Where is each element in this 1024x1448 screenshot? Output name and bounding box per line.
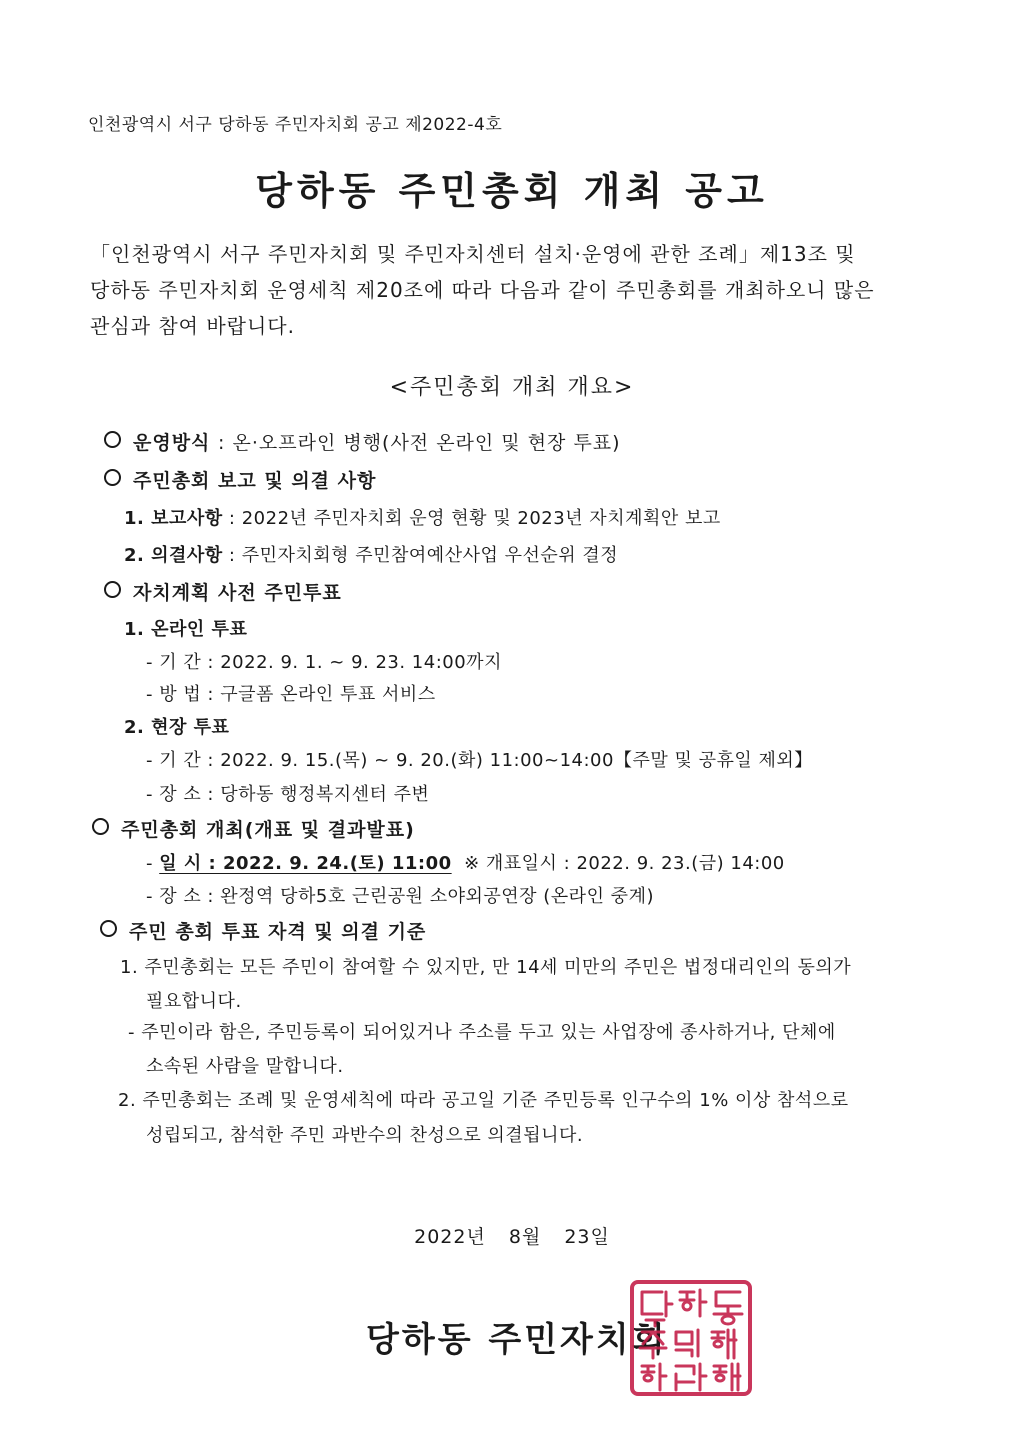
onsite-vote-heading: 2. 현장 투표 [124, 717, 230, 738]
prevote-bullet [104, 578, 342, 605]
criteria-line: 성립되고, 참석한 주민 과반수의 찬성으로 의결됩니다. [146, 1125, 584, 1146]
criteria-line: 2. 주민총회는 조례 및 운영세칙에 따라 공고일 기준 주민등록 인구수의 1% 이상 참석으로 [118, 1090, 849, 1111]
onsite-vote-period: - 기 간 : 2022. 9. 15.(목) ~ 9. 20.(화) 11:00~14:00【주말 및 공휴일 제외】 [146, 750, 813, 771]
report-heading: 주민총회 보고 및 의결 사항 [133, 470, 377, 492]
assembly-heading: 주민총회 개최(개표 및 결과발표) [121, 819, 415, 841]
onsite-vote-place: - 장 소 : 당하동 행정복지센터 주변 [146, 784, 430, 805]
assembly-date-line [146, 849, 785, 875]
circle-bullet-icon [92, 818, 109, 835]
circle-bullet-icon [100, 920, 117, 937]
criteria-line: 소속된 사람을 말합니다. [146, 1056, 344, 1077]
report-item-label: 1. 보고사항 [124, 508, 223, 529]
operation-label: 운영방식 [133, 432, 211, 454]
assembly-bullet [92, 815, 415, 842]
criteria-line: 1. 주민총회는 모든 주민이 참여할 수 있지만, 만 14세 미만의 주민은 법정대리인의 동의가 [120, 957, 852, 978]
report-bullet [104, 466, 376, 493]
issuer-name: 당하동 주민자치회 [366, 1320, 668, 1360]
overview-heading: <주민총회 개최 개요> [389, 375, 635, 400]
document-title: 당하동 주민총회 개최 공고 [255, 169, 769, 213]
intro-line: 당하동 주민자치회 운영세칙 제20조에 따라 다음과 같이 주민총회를 개최하오니 많은 [90, 278, 875, 302]
report-item-value: : 2022년 주민자치회 운영 현황 및 2023년 자치계획안 보고 [228, 508, 721, 529]
report-item-label: 2. 의결사항 [124, 545, 223, 566]
report-item-value: : 주민자치회형 주민참여예산사업 우선순위 결정 [228, 545, 619, 566]
criteria-heading: 주민 총회 투표 자격 및 의결 기준 [129, 921, 427, 943]
assembly-date: 일 시 : 2022. 9. 24.(토) 11:00 [159, 853, 452, 874]
issue-date: 2022년 8월 23일 [414, 1226, 610, 1248]
operation-bullet [104, 428, 621, 455]
criteria-line: - 주민이라 함은, 주민등록이 되어있거나 주소를 두고 있는 사업장에 종사하거나, 단체에 [128, 1022, 836, 1043]
assembly-place: - 장 소 : 완정역 당하5호 근린공원 소야외공연장 (온라인 중계) [146, 886, 654, 907]
circle-bullet-icon [104, 581, 121, 598]
count-date-note: ※ 개표일시 : 2022. 9. 23.(금) 14:00 [464, 853, 785, 874]
report-item-2 [124, 541, 618, 567]
official-seal-stamp [628, 1278, 754, 1398]
circle-bullet-icon [104, 431, 121, 448]
operation-value: : 온·오프라인 병행(사전 온라인 및 현장 투표) [218, 432, 621, 454]
prevote-heading: 자치계획 사전 주민투표 [133, 582, 342, 604]
document-number: 인천광역시 서구 당하동 주민자치회 공고 제2022-4호 [88, 115, 503, 135]
intro-line: 관심과 참여 바랍니다. [90, 314, 295, 338]
online-vote-heading: 1. 온라인 투표 [124, 619, 248, 640]
online-vote-method: - 방 법 : 구글폼 온라인 투표 서비스 [146, 684, 436, 705]
intro-line: 「인천광역시 서구 주민자치회 및 주민자치센터 설치·운영에 관한 조례」제13조 및 [90, 242, 856, 266]
assembly-date-prefix: - [146, 853, 160, 874]
online-vote-period: - 기 간 : 2022. 9. 1. ~ 9. 23. 14:00까지 [146, 652, 502, 673]
criteria-line: 필요합니다. [146, 991, 242, 1012]
report-item-1 [124, 504, 721, 530]
criteria-bullet [100, 917, 426, 944]
circle-bullet-icon [104, 469, 121, 486]
